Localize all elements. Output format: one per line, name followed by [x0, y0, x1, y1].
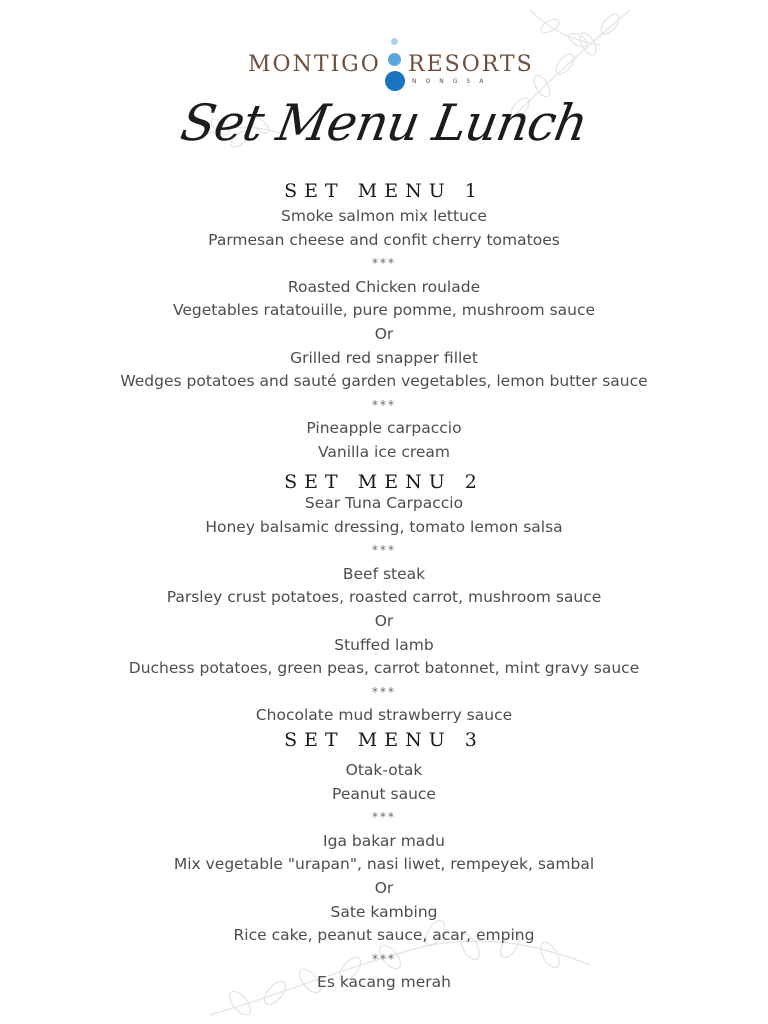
menu-item-line: Otak-otak — [345, 761, 423, 779]
course-separator: *** — [372, 256, 396, 271]
course-separator: *** — [372, 684, 396, 699]
menu-item-line: Sear Tuna Carpaccio — [304, 494, 464, 512]
menu-item-line: Beef steak — [342, 564, 426, 583]
menu-item-line: Mix vegetable "urapan", nasi liwet, rempeyek, sambal — [173, 855, 595, 874]
menu-item-line: Or — [374, 612, 394, 630]
course-separator: *** — [372, 543, 396, 558]
menu-item-line: Wedges potatoes and sauté garden vegetables, lemon butter sauce — [120, 372, 648, 391]
menu-item-line: Honey balsamic dressing, tomato lemon salsa — [205, 517, 563, 536]
menu-item-line: Rice cake, peanut sauce, acar, emping — [233, 926, 535, 945]
menu-item-line: Vanilla ice cream — [317, 443, 451, 461]
course-separator: *** — [372, 397, 396, 412]
menu-item-line: Sate kambing — [330, 902, 438, 921]
logo-subtitle: NONGSA — [412, 78, 493, 85]
menu-item-line: Iga bakar madu — [323, 831, 445, 850]
course-separator: *** — [372, 810, 396, 825]
menu-item-line: Smoke salmon mix lettuce — [281, 207, 487, 225]
menu-item-line: Es kacang merah — [317, 973, 451, 992]
logo-dot-large — [385, 71, 405, 91]
set-menu-heading: SET MENU 2 — [284, 471, 484, 493]
logo-text-left: MONTIGO — [248, 52, 381, 77]
logo-text-right: RESORTS — [408, 52, 534, 77]
menu-item-line: Vegetables ratatouille, pure pomme, mushroom sauce — [172, 301, 596, 320]
menu-item-line: Parmesan cheese and confit cherry tomatoes — [208, 230, 560, 249]
menu-item-line: Parsley crust potatoes, roasted carrot, mushroom sauce — [166, 588, 602, 607]
resort-logo — [0, 36, 768, 96]
menu-item-line: Or — [374, 879, 394, 897]
menu-item-line: Roasted Chicken roulade — [287, 277, 481, 296]
set-menu-heading: SET MENU 3 — [284, 729, 484, 751]
logo-dot-small — [391, 38, 398, 45]
menu-item-line: Duchess potatoes, green peas, carrot batonnet, mint gravy sauce — [128, 659, 640, 678]
menu-item-line: Chocolate mud strawberry sauce — [255, 706, 513, 725]
menu-item-line: Peanut sauce — [332, 784, 436, 803]
set-menu-heading: SET MENU 1 — [284, 180, 484, 202]
menu-item-line: Stuffed lamb — [334, 635, 434, 654]
logo-dot-medium — [388, 53, 401, 66]
menu-item-line: Or — [374, 325, 394, 343]
menu-item-line: Pineapple carpaccio — [306, 419, 462, 438]
page-title: Set Menu Lunch — [176, 94, 592, 152]
menu-item-line: Grilled red snapper fillet — [290, 348, 478, 367]
course-separator: *** — [372, 951, 396, 966]
